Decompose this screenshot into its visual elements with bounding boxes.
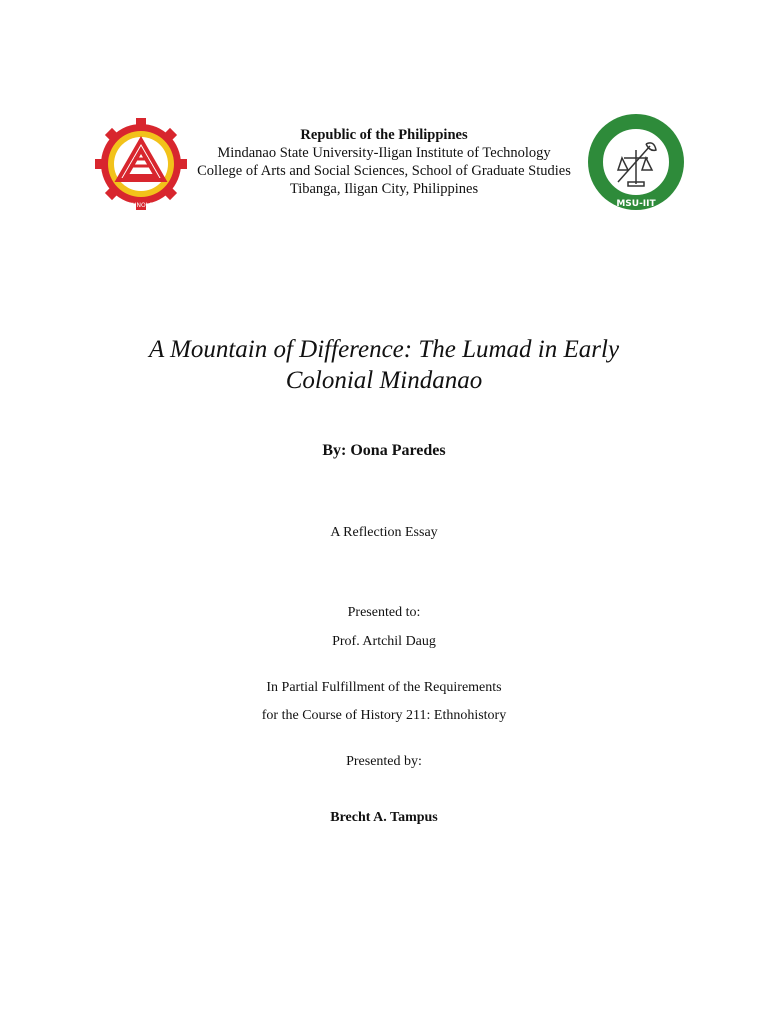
requirement-line-2: for the Course of History 211: Ethnohistory xyxy=(261,708,507,723)
essay-type: A Reflection Essay xyxy=(330,525,438,540)
presenter-name: Brecht A. Tampus xyxy=(330,810,438,825)
college-line: College of Arts and Social Sciences, School of Graduate Studies xyxy=(197,163,571,179)
republic-line: Republic of the Philippines xyxy=(300,127,468,143)
author-line: By: Oona Paredes xyxy=(322,442,446,459)
svg-text:MSU-IIT: MSU-IIT xyxy=(616,199,656,209)
title-line-1: A Mountain of Difference: The Lumad in Early xyxy=(148,336,620,363)
essay-title xyxy=(0,334,768,396)
svg-text:TECHNOLOGY: TECHNOLOGY xyxy=(120,202,162,209)
professor-name: Prof. Artchil Daug xyxy=(332,634,436,649)
institution-header xyxy=(0,126,768,198)
presented-by-label: Presented by: xyxy=(346,754,422,769)
presented-to-label: Presented to: xyxy=(347,605,421,620)
title-line-2: Colonial Mindanao xyxy=(285,367,483,394)
requirement-line-1: In Partial Fulfillment of the Requirements xyxy=(266,680,502,695)
university-line: Mindanao State University-Iligan Institute of Technology xyxy=(217,145,551,161)
address-line: Tibanga, Iligan City, Philippines xyxy=(289,181,479,197)
